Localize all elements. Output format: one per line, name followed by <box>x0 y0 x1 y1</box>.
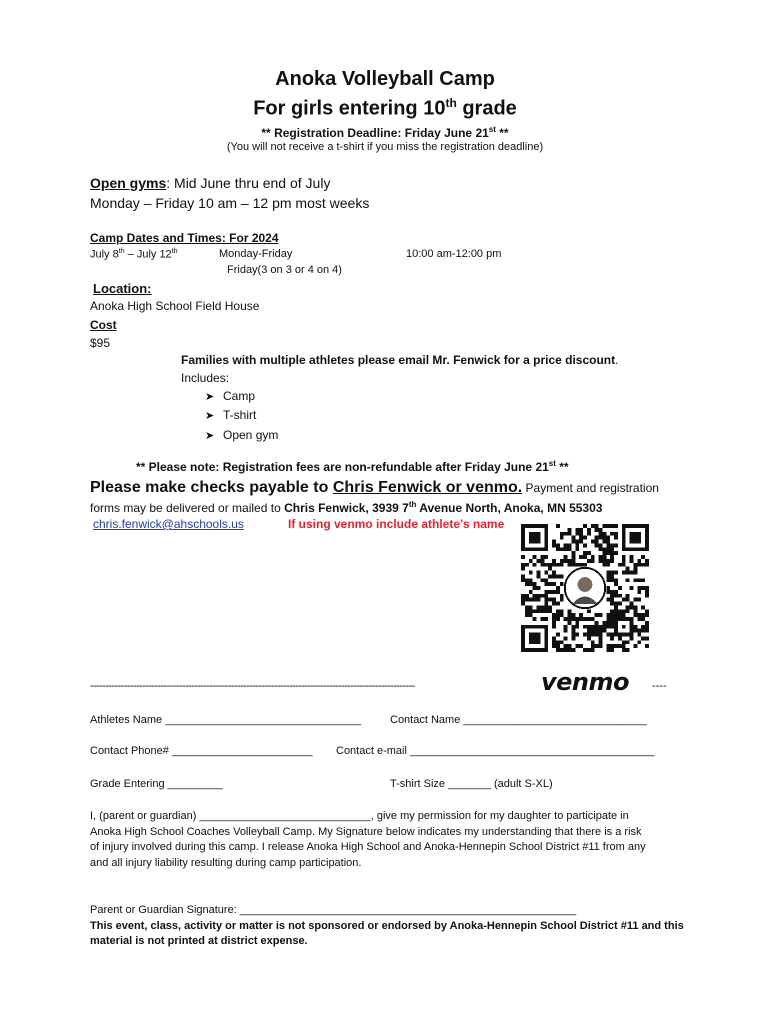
open-gyms-schedule: Monday – Friday 10 am – 12 pm most weeks <box>90 195 370 211</box>
permission-text: Anoka High School Coaches Volleyball Camp. My Signature below indicates my understanding that there is a risk <box>90 826 642 838</box>
page-title: Anoka Volleyball Camp <box>275 68 495 90</box>
camp-dates: July 8th – July 12th <box>90 248 178 261</box>
payee-name: Chris Fenwick or venmo. <box>332 479 523 496</box>
list-item: ➤ T-shirt <box>205 408 257 422</box>
open-gyms-label: Open gyms <box>90 175 167 191</box>
payment-line: Please make checks payable to Chris Fenwick or venmo. Payment and registration <box>90 479 659 496</box>
mailing-address: forms may be delivered or mailed to Chris Fenwick, 3939 7th Avenue North, Anoka, MN 55303 <box>90 500 603 515</box>
venmo-logo: venmo <box>541 668 630 696</box>
email-link[interactable]: chris.fenwick@ahschools.us <box>93 517 244 531</box>
location-value: Anoka High School Field House <box>90 299 260 313</box>
cost-label: Cost <box>90 318 117 332</box>
profile-avatar-icon <box>565 568 605 608</box>
location-label: Location: <box>93 281 152 296</box>
disclaimer: This event, class, activity or matter is not sponsored or endorsed by Anoka-Hennepin School District #11 and this <box>90 920 684 932</box>
venmo-qr-code-icon[interactable] <box>521 524 649 652</box>
open-gyms-line: Open gyms: Mid June thru end of July <box>90 175 331 191</box>
registration-deadline: ** Registration Deadline: Friday June 21st ** <box>261 125 509 140</box>
athletes-name-field[interactable]: Athletes Name ________________________________ <box>90 714 361 726</box>
camp-days-friday: Friday(3 on 3 or 4 on 4) <box>227 264 342 276</box>
venmo-instruction: If using venmo include athlete’s name <box>288 517 505 531</box>
contact-name-field[interactable]: Contact Name ______________________________ <box>390 714 647 726</box>
arrowhead-bullet-icon: ➤ <box>205 391 215 403</box>
arrowhead-bullet-icon: ➤ <box>205 430 215 442</box>
list-item: ➤ Camp <box>205 389 256 403</box>
includes-label: Includes: <box>181 371 230 385</box>
tshirt-note: (You will not receive a t-shirt if you miss the registration deadline) <box>226 141 544 153</box>
cut-line-left: ---------------------------------------------------------------------------------------------------------- <box>90 680 415 692</box>
grade-entering-field[interactable]: Grade Entering _________ <box>90 778 223 790</box>
list-item: ➤ Open gym <box>205 428 279 442</box>
page-subtitle: For girls entering 10th grade <box>253 96 517 120</box>
camp-days: Monday-Friday <box>219 248 293 260</box>
permission-text: I, (parent or guardian) ____________________________, give my permission for my daughter to participate in <box>90 810 629 822</box>
tshirt-size-field[interactable]: T-shirt Size _______ (adult S-XL) <box>390 778 553 790</box>
disclaimer: material is not printed at district expense. <box>90 935 308 947</box>
cut-line-right: ---- <box>652 680 667 692</box>
signature-field[interactable]: Parent or Guardian Signature: _______________________________________________________ <box>90 904 577 916</box>
price-discount-note: Families with multiple athletes please email Mr. Fenwick for a price discount. <box>181 353 619 367</box>
camp-time: 10:00 am-12:00 pm <box>406 248 502 260</box>
cost-value: $95 <box>90 336 111 350</box>
contact-phone-field[interactable]: Contact Phone# _______________________ <box>90 745 313 757</box>
permission-text: of injury involved during this camp. I release Anoka High School and Anoka-Hennepin School District #11 from any <box>90 841 646 853</box>
non-refundable-note: ** Please note: Registration fees are non-refundable after Friday June 21st ** <box>136 459 569 474</box>
permission-text: and all injury liability resulting during camp participation. <box>90 857 362 869</box>
arrowhead-bullet-icon: ➤ <box>205 410 215 422</box>
camp-dates-heading: Camp Dates and Times: For 2024 <box>90 231 279 245</box>
contact-email-field[interactable]: Contact e-mail ________________________________________ <box>336 745 655 757</box>
